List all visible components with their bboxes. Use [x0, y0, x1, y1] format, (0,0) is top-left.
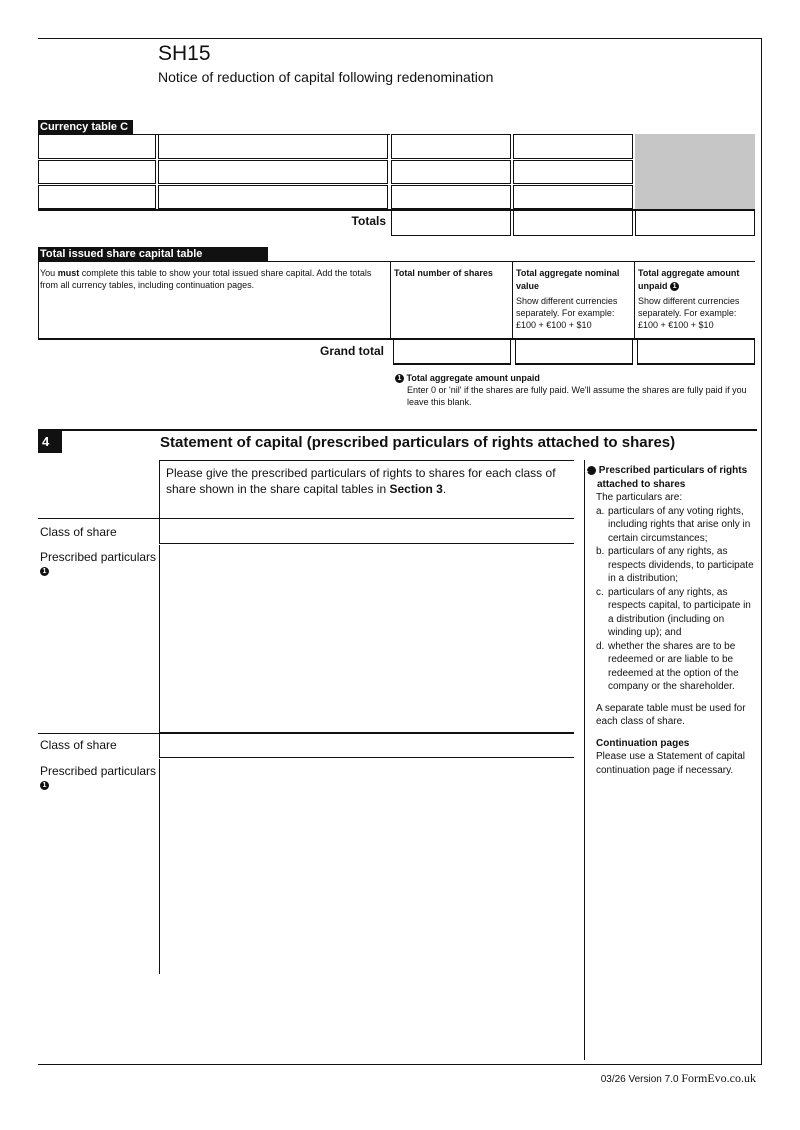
currency-cell-r3-c4[interactable] [513, 185, 633, 209]
grand-total-cell-nominal[interactable] [515, 339, 633, 365]
totals-label: Totals [351, 214, 386, 228]
sidebar-item-text: particulars of any rights, as respects capital, to participate in a distribution (including on winding up); and [608, 586, 751, 638]
top-rule [38, 38, 762, 39]
sidebar-item-text: particulars of any voting rights, including rights that arise only in certain circumstances; [608, 505, 751, 544]
sidebar-item-letter: c. [596, 586, 604, 598]
sidebar-item-letter: d. [596, 640, 605, 652]
footnote-1-icon: 1 [40, 567, 49, 576]
currency-cell-r2-c2[interactable] [158, 160, 388, 184]
footnote-1-icon: 1 [587, 466, 596, 475]
sidebar-item-letter: a. [596, 505, 605, 517]
grand-total-label: Grand total [319, 344, 384, 358]
sidebar-title [584, 464, 757, 491]
currency-cell-r3-c3[interactable] [391, 185, 511, 209]
currency-cell-r2-c3[interactable] [391, 160, 511, 184]
class-of-share-label-1: Class of share [40, 525, 117, 539]
sidebar-item-text: whether the shares are to be redeemed or are liable to be redeemed at the option of the company or the shareholder. [608, 640, 739, 692]
intro-left-rule [159, 460, 160, 518]
total-capital-left-rule [38, 261, 39, 338]
sidebar-rule [584, 460, 585, 1060]
bottom-rule [38, 1064, 762, 1065]
currency-table-label: Currency table C [38, 120, 133, 135]
prescribed-particulars-label-text-2: Prescribed particulars [40, 764, 157, 778]
col-head-total-shares: Total number of shares [394, 268, 493, 278]
section-4-intro: Please give the prescribed particulars of rights to shares for each class of share shown in the share capital tables in Section 3. [166, 466, 556, 496]
right-frame [761, 38, 762, 1065]
footnote-text: Enter 0 or 'nil' if the shares are fully paid. We'll assume the shares are fully paid if you leave this blank. [407, 385, 747, 407]
sidebar-item-text: particulars of any rights, as respects dividends, to participate in a distribution; [608, 546, 754, 584]
col-head-nominal [516, 267, 633, 331]
class-of-share-input-2[interactable] [159, 734, 574, 758]
sidebar-list [587, 505, 757, 694]
class-of-share-input-1[interactable] [159, 519, 574, 544]
footer [601, 1071, 756, 1087]
footer-version: 03/26 Version 7.0 [600, 1074, 679, 1085]
currency-cell-r2-c4[interactable] [513, 160, 633, 184]
col-head-unpaid-note: Show different currencies separately. For example: £100 + €100 + $10 [638, 296, 740, 330]
col-head-unpaid-text: Total aggregate amount unpaid [638, 268, 740, 291]
col-head-unpaid [638, 267, 755, 331]
form-code: SH15 [158, 42, 211, 65]
col-head-nominal-note: Show different currencies separately. For example: £100 + €100 + $10 [516, 296, 618, 330]
total-capital-col-divider-1 [390, 261, 391, 338]
totals-cell-shares[interactable] [391, 210, 511, 236]
currency-cell-r3-c1[interactable] [38, 185, 156, 209]
sidebar-guidance [584, 464, 757, 777]
currency-cell-r1-c1[interactable] [38, 134, 156, 159]
sidebar-list-item [596, 586, 757, 640]
currency-cell-r1-c4[interactable] [513, 134, 633, 159]
sidebar-item-letter: b. [596, 546, 605, 557]
sidebar-title-text: Prescribed particulars of rights attached to shares [597, 465, 748, 490]
total-capital-top-rule [38, 261, 755, 262]
sidebar-list-item [596, 545, 757, 586]
sidebar-intro: The particulars are: [596, 492, 683, 503]
total-capital-col-divider-3 [634, 261, 635, 338]
col-head-unpaid-title [638, 267, 755, 293]
section-4-number: 4 [38, 431, 62, 453]
continuation-title: Continuation pages [596, 737, 690, 749]
total-capital-col-divider-2 [512, 261, 513, 338]
currency-cell-r1-c3[interactable] [391, 134, 511, 159]
footnote-title-text: Total aggregate amount unpaid [406, 373, 540, 383]
footnote-title [395, 372, 755, 384]
currency-shaded-cell [635, 134, 755, 209]
form-title: Notice of reduction of capital following redenomination [158, 69, 494, 85]
grand-total-cell-unpaid[interactable] [637, 339, 755, 365]
prescribed-particulars-label-1 [40, 550, 156, 578]
totals-cell-nominal[interactable] [513, 210, 633, 236]
prescribed-particulars-label-text-1: Prescribed particulars [40, 550, 157, 564]
section-4-rule [38, 429, 757, 431]
sidebar-list-item [596, 640, 757, 694]
currency-cell-r2-c1[interactable] [38, 160, 156, 184]
section-4-title: Statement of capital (prescribed particulars of rights attached to shares) [160, 434, 676, 451]
footnote-1-icon: 1 [40, 781, 49, 790]
sidebar-separate-note: A separate table must be used for each class of share. [596, 702, 746, 727]
currency-cell-r3-c2[interactable] [158, 185, 388, 209]
continuation-text: Please use a Statement of capital continuation page if necessary. [596, 751, 745, 776]
col-head-nominal-title: Total aggregate nominal value [516, 268, 620, 291]
sidebar-list-item [596, 505, 757, 546]
class-of-share-label-2: Class of share [40, 738, 117, 752]
footnote-1-icon: 1 [395, 374, 404, 383]
intro-top-rule [159, 460, 574, 461]
footnote-1-icon: 1 [670, 282, 679, 291]
prescribed-particulars-input-1[interactable] [159, 545, 574, 733]
currency-cell-r1-c2[interactable] [158, 134, 388, 159]
totals-cell-unpaid[interactable] [635, 210, 755, 236]
prescribed-particulars-input-2[interactable] [159, 759, 574, 974]
total-unpaid-footnote [395, 372, 755, 408]
total-capital-instruction: You must complete this table to show your total issued share capital. Add the totals from all currency tables, including continuation pages. [40, 268, 372, 290]
footer-brand: FormEvo.co.uk [681, 1071, 756, 1085]
prescribed-particulars-label-2 [40, 764, 156, 792]
total-capital-table-label: Total issued share capital table [38, 247, 268, 262]
grand-total-cell-shares[interactable] [393, 339, 511, 365]
